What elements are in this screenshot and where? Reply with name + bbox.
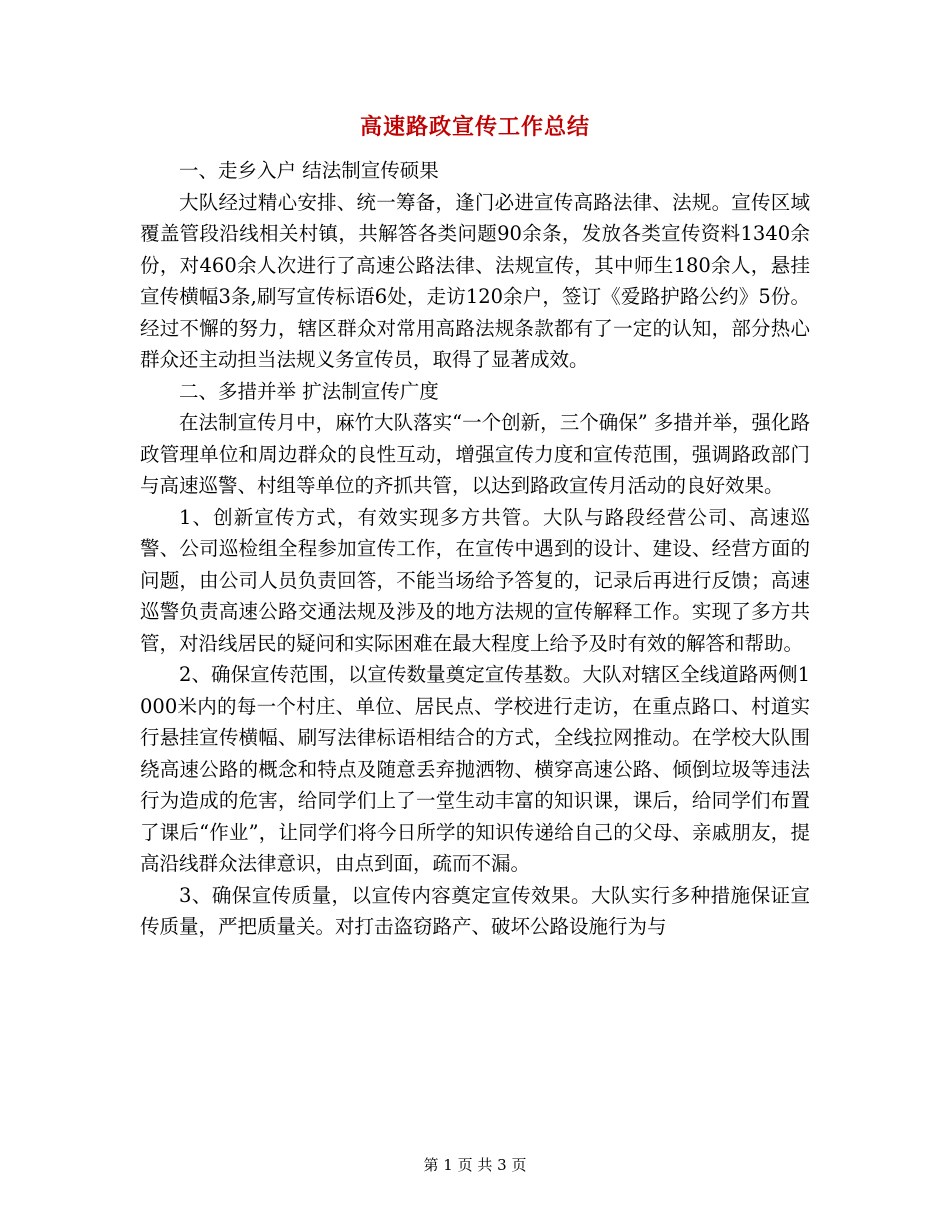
document-body bbox=[140, 155, 810, 943]
page-title: 高速路政宣传工作总结 bbox=[359, 114, 590, 140]
paragraph-5: 3、确保宣传质量，以宣传内容奠定宣传效果。大队实行多种措施保证宣传质量，严把质量关。对打击盗窃路产、破坏公路设施行为与 bbox=[140, 883, 810, 938]
section-heading-1: 一、走乡入户 结法制宣传硕果 bbox=[179, 159, 439, 182]
paragraph-1: 大队经过精心安排、统一筹备，逢门必进宣传高路法律、法规。宣传区域覆盖管段沿线相关村镇，共解答各类问题90余条，发放各类宣传资料1340余份，对460余人次进行了高速公路法律、法规宣传，其中师生180余人，悬挂宣传横幅3条,刷写宣传标语6处，走访120余户，签订《爱路护路公约》5份。经过不懈的努力，辖区群众对常用高路法规条款都有了一定的认知，部分热心群众还主动担当法规义务宣传员，取得了显著成效。 bbox=[140, 190, 810, 371]
section-heading-2: 二、多措并举 扩法制宣传广度 bbox=[179, 379, 439, 403]
paragraph-2: 在法制宣传月中，麻竹大队落实“一个创新，三个确保” 多措并举，强化路政管理单位和周边群众的良性互动，增强宣传力度和宣传范围，强调路政部门与高速巡警、村组等单位的齐抓共管，以达到路政宣传月活动的良好效果。 bbox=[140, 411, 810, 497]
page-footer: 第 1 页 共 3 页 bbox=[423, 1156, 527, 1174]
paragraph-3: 1、创新宣传方式，有效实现多方共管。大队与路段经营公司、高速巡警、公司巡检组全程参加宣传工作，在宣传中遇到的设计、建设、经营方面的问题，由公司人员负责回答，不能当场给予答复的，记录后再进行反馈；高速巡警负责高速公路交通法规及涉及的地方法规的宣传解释工作。实现了多方共管，对沿线居民的疑问和实际困难在最大程度上给予及时有效的解答和帮助。 bbox=[140, 505, 810, 655]
paragraph-4: 2、确保宣传范围，以宣传数量奠定宣传基数。大队对辖区全线道路两侧1000米内的每一个村庄、单位、居民点、学校进行走访，在重点路口、村道实行悬挂宣传横幅、刷写法律标语相结合的方式，全线拉网推动。在学校大队围绕高速公路的概念和特点及随意丢弃抛洒物、横穿高速公路、倾倒垃圾等违法行为造成的危害，给同学们上了一堂生动丰富的知识课，课后，给同学们布置了课后“作业”，让同学们将今日所学的知识传递给自己的父母、亲戚朋友，提高沿线群众法律意识，由点到面，疏而不漏。 bbox=[140, 663, 810, 875]
